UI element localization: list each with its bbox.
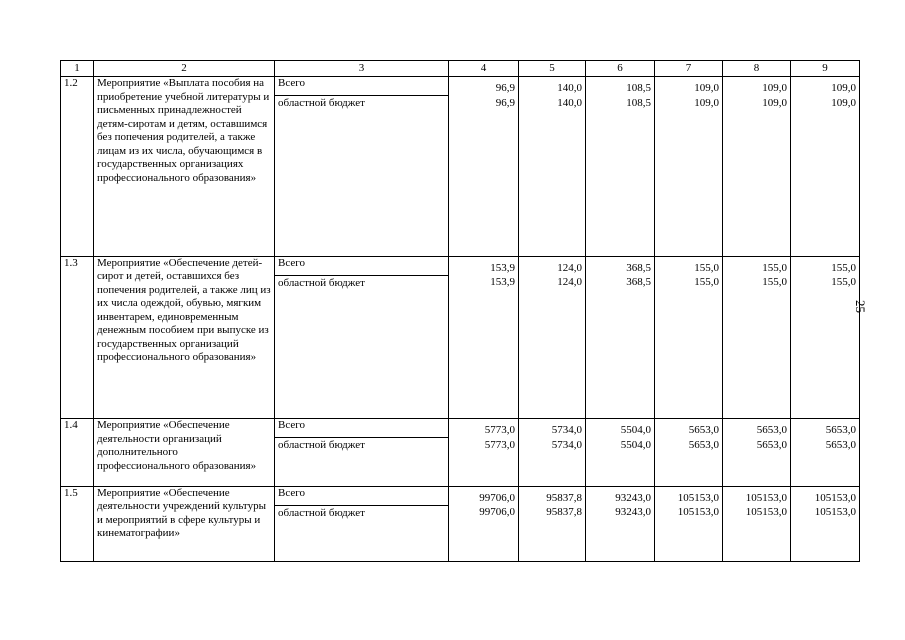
budget-value: 5504,0: [586, 438, 655, 453]
row-number: 1.3: [61, 256, 94, 419]
header-cell: 9: [791, 61, 860, 77]
header-cell: 3: [275, 61, 449, 77]
total-value: 153,9: [449, 256, 519, 275]
budget-value: 5653,0: [655, 438, 723, 453]
total-value: 368,5: [586, 256, 655, 275]
funding-total-label: Всего: [275, 419, 449, 438]
total-value: 5504,0: [586, 419, 655, 438]
empty-cell: [791, 110, 860, 256]
funding-total-label: Всего: [275, 77, 449, 96]
empty-cell: [519, 110, 586, 256]
table-row: [61, 256, 860, 275]
total-value: 95837,8: [519, 486, 586, 505]
measure-name: Мероприятие «Обеспечение детей-сирот и детей, оставшихся без попечения родителей, а также лиц из их числа одеждой, обувью, мягким инвентарем, единовременным денежным пособием при выпуске из государственных организаций профессионального образования»: [94, 256, 275, 419]
total-value: 109,0: [655, 77, 723, 96]
total-value: 108,5: [586, 77, 655, 96]
total-value: 109,0: [791, 77, 860, 96]
total-value: 155,0: [791, 256, 860, 275]
budget-value: 155,0: [791, 275, 860, 290]
budget-value: 5653,0: [723, 438, 791, 453]
header-cell: 5: [519, 61, 586, 77]
total-value: 155,0: [723, 256, 791, 275]
total-value: 105153,0: [723, 486, 791, 505]
total-value: 109,0: [723, 77, 791, 96]
budget-value: 105153,0: [723, 505, 791, 520]
total-value: 99706,0: [449, 486, 519, 505]
empty-cell: [723, 110, 791, 256]
header-cell: 1: [61, 61, 94, 77]
total-value: 105153,0: [655, 486, 723, 505]
total-value: 105153,0: [791, 486, 860, 505]
total-value: 155,0: [655, 256, 723, 275]
budget-value: 109,0: [723, 96, 791, 111]
row-number: 1.2: [61, 77, 94, 257]
funding-budget-label: областной бюджет: [275, 275, 449, 419]
header-cell: 8: [723, 61, 791, 77]
budget-value: 5734,0: [519, 438, 586, 453]
budget-value: 368,5: [586, 275, 655, 290]
empty-cell: [723, 520, 791, 562]
measure-name: Мероприятие «Обеспечение деятельности учреждений культуры и мероприятий в сфере культуры и кинематографии»: [94, 486, 275, 562]
funding-budget-label: областной бюджет: [275, 505, 449, 562]
empty-cell: [586, 290, 655, 419]
total-value: 93243,0: [586, 486, 655, 505]
empty-cell: [655, 520, 723, 562]
header-cell: 6: [586, 61, 655, 77]
budget-value: 108,5: [586, 96, 655, 111]
budget-value: 140,0: [519, 96, 586, 111]
budget-value: 109,0: [791, 96, 860, 111]
budget-value: 96,9: [449, 96, 519, 111]
row-number: 1.5: [61, 486, 94, 562]
funding-budget-label: областной бюджет: [275, 438, 449, 487]
table-row: [61, 77, 860, 96]
empty-cell: [723, 452, 791, 486]
header-cell: 2: [94, 61, 275, 77]
empty-cell: [449, 290, 519, 419]
empty-cell: [655, 110, 723, 256]
empty-cell: [586, 520, 655, 562]
total-value: 5653,0: [655, 419, 723, 438]
budget-value: 155,0: [655, 275, 723, 290]
budget-value: 5653,0: [791, 438, 860, 453]
total-value: 5653,0: [723, 419, 791, 438]
empty-cell: [586, 110, 655, 256]
empty-cell: [791, 452, 860, 486]
table-row: [61, 419, 860, 438]
empty-cell: [791, 520, 860, 562]
empty-cell: [655, 452, 723, 486]
empty-cell: [519, 452, 586, 486]
empty-cell: [449, 520, 519, 562]
empty-cell: [586, 452, 655, 486]
empty-cell: [723, 290, 791, 419]
empty-cell: [519, 290, 586, 419]
empty-cell: [655, 290, 723, 419]
header-row: [61, 61, 860, 77]
measure-name: Мероприятие «Выплата пособия на приобретение учебной литературы и письменных принадлежностей детям-сиротам и детям, оставшимся без попечения родителей, а также лицам из их числа, обучающимся в государственных организациях профессионального образования»: [94, 77, 275, 257]
budget-value: 105153,0: [791, 505, 860, 520]
total-value: 124,0: [519, 256, 586, 275]
total-value: 5653,0: [791, 419, 860, 438]
total-value: 5773,0: [449, 419, 519, 438]
budget-value: 153,9: [449, 275, 519, 290]
budget-value: 109,0: [655, 96, 723, 111]
budget-value: 105153,0: [655, 505, 723, 520]
total-value: 140,0: [519, 77, 586, 96]
empty-cell: [791, 290, 860, 419]
header-cell: 4: [449, 61, 519, 77]
funding-total-label: Всего: [275, 486, 449, 505]
page-number: 25: [853, 300, 868, 313]
empty-cell: [519, 520, 586, 562]
budget-value: 95837,8: [519, 505, 586, 520]
funding-total-label: Всего: [275, 256, 449, 275]
budget-value: 93243,0: [586, 505, 655, 520]
total-value: 96,9: [449, 77, 519, 96]
table-row: [61, 486, 860, 505]
budget-table: [60, 60, 860, 562]
empty-cell: [449, 452, 519, 486]
row-number: 1.4: [61, 419, 94, 487]
funding-budget-label: областной бюджет: [275, 96, 449, 257]
budget-value: 155,0: [723, 275, 791, 290]
budget-value: 124,0: [519, 275, 586, 290]
total-value: 5734,0: [519, 419, 586, 438]
header-cell: 7: [655, 61, 723, 77]
empty-cell: [449, 110, 519, 256]
measure-name: Мероприятие «Обеспечение деятельности организаций дополнительного профессионального образования»: [94, 419, 275, 487]
budget-value: 5773,0: [449, 438, 519, 453]
budget-value: 99706,0: [449, 505, 519, 520]
